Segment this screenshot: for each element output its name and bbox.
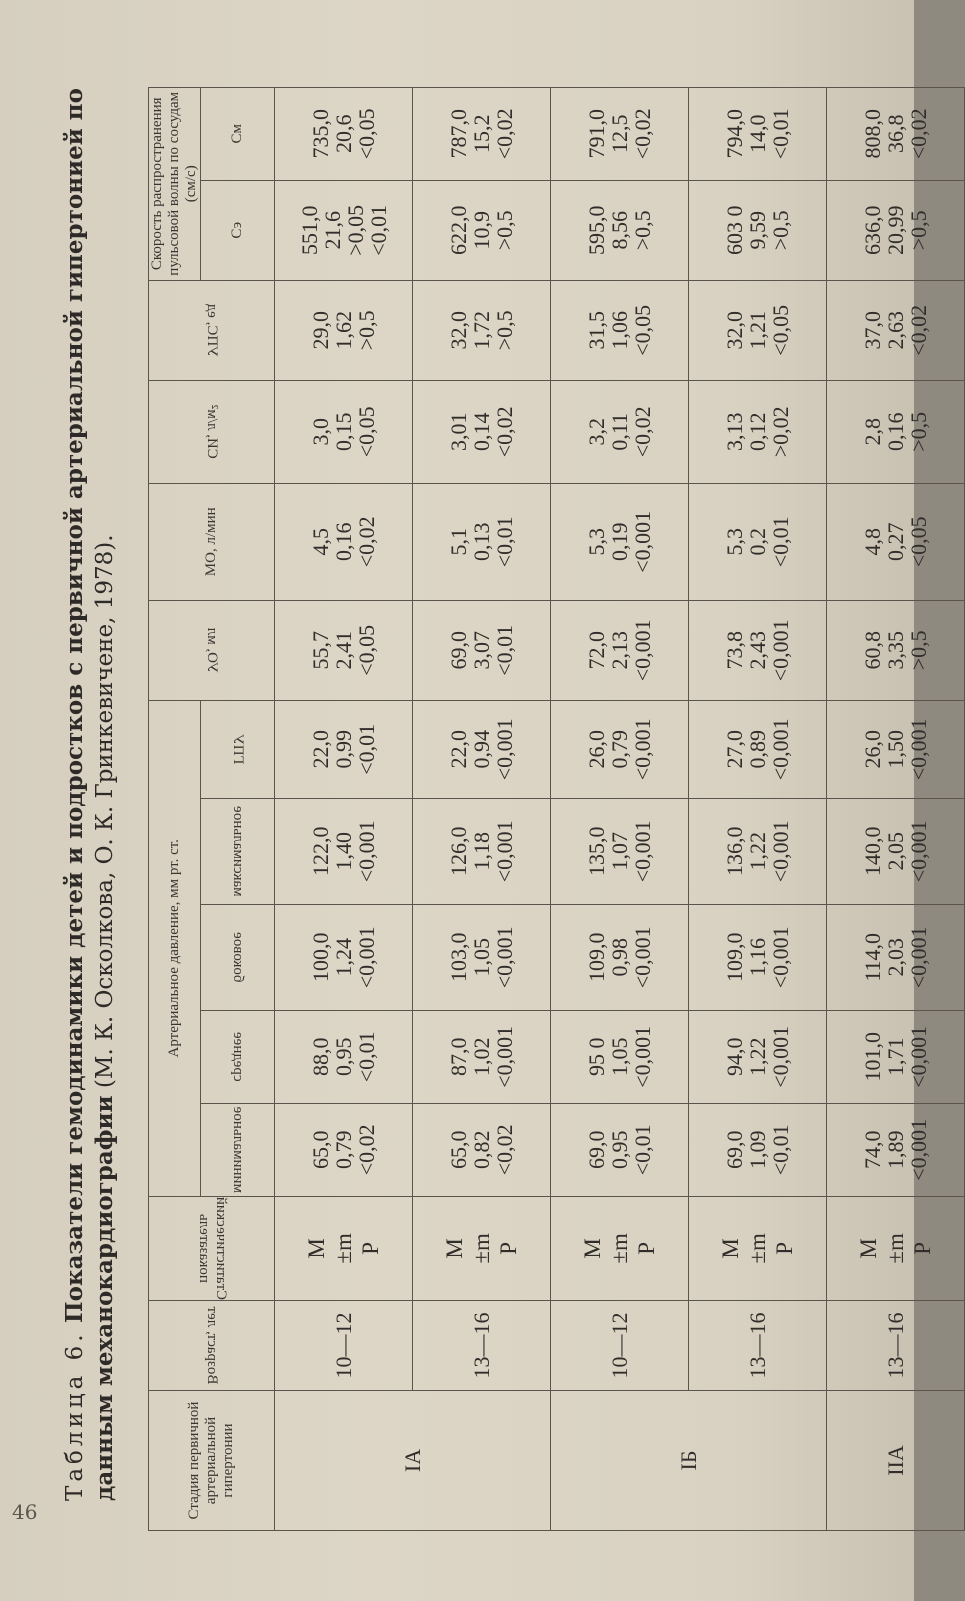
stat-label: ±m [331,1233,356,1264]
cell-stage: IБ [551,1391,827,1531]
value-error: 1,18 [469,832,494,871]
value-mean: 32,0 [722,311,747,350]
cell-value [689,904,827,1010]
value-p: <0,05 [906,516,931,568]
value-p: >0,5 [768,210,793,251]
value-error: 0,79 [331,1130,356,1170]
stat-label: M [856,1238,881,1259]
cell-value [827,600,965,700]
value-error: 1,07 [607,832,632,871]
value-error: 0,99 [331,730,356,769]
value-p: <0,001 [906,926,931,989]
value-p: <0,02 [906,108,931,160]
cell-value [413,280,551,380]
cell-age: 10—12 [275,1301,413,1391]
cell-value [413,798,551,904]
value-error: 1,21 [745,311,770,350]
stat-label: P [772,1242,797,1255]
cell-value [275,87,413,180]
value-mean: 3,0 [308,418,333,446]
cell-value [413,1010,551,1103]
value-p: <0,02 [492,108,517,160]
value-p: <0,001 [492,718,517,781]
value-error: 0,94 [469,730,494,769]
value-error: 0,79 [607,730,632,769]
value-mean: 791,0 [584,109,609,159]
value-error: 1,16 [745,938,770,977]
value-error: 15,2 [469,114,494,154]
value-mean: 27,0 [722,730,747,769]
value-error: 0,16 [883,412,908,452]
cell-value [413,600,551,700]
value-error: 1,62 [331,311,356,350]
stat-label: M [718,1238,743,1259]
cell-value [827,280,965,380]
table-row [689,87,827,1530]
table-row [827,87,965,1530]
value-mean: 74,0 [860,1130,885,1170]
header-age: Возраст, лет [149,1301,275,1391]
value-mean: 69,0 [446,631,471,670]
table-row [551,87,689,1530]
cell-value [689,1010,827,1103]
value-p: <0,01 [492,624,517,676]
table-caption [60,21,120,1501]
stat-label: M [304,1238,329,1259]
value-p: <0,001 [906,820,931,883]
hemodynamics-table [148,87,965,1531]
value-p: <0,001 [768,820,793,883]
value-p: <0,001 [492,926,517,989]
value-p: <0,02 [630,406,655,458]
value-error: 0,27 [883,522,908,562]
value-p: <0,001 [768,619,793,682]
value-mean: 32,0 [446,311,471,350]
value-mean: 69,0 [722,1130,747,1170]
cell-value [551,280,689,380]
value-error: 0,13 [469,522,494,562]
value-mean: 88,0 [308,1037,333,1077]
cell-value [689,180,827,280]
value-error: 0,15 [331,412,356,452]
value-p: <0,02 [354,516,379,568]
cell-stat-labels [413,1196,551,1300]
value-error: 1,22 [745,832,770,871]
stat-label: ±m [469,1233,494,1264]
value-p: <0,01 [630,1124,655,1176]
cell-value [689,380,827,483]
header-ups: УПС, ед [149,280,275,380]
value-error: 1,24 [331,938,356,977]
value-p: <0,01 [354,723,379,775]
caption-title: Показатели гемодинамики детей и подростков с первичной артериальной гипертонией по данным механокардиографии [61,88,118,1501]
cell-value [275,380,413,483]
cell-value [275,483,413,600]
value-error: 10,9 [469,211,494,250]
header-si: СИ, л/м² [149,380,275,483]
value-p: <0,05 [354,108,379,160]
stat-label: ±m [745,1233,770,1264]
value-mean: 636,0 [860,205,885,256]
value-error: 0,14 [469,412,494,452]
value-p: <0,001 [630,718,655,781]
value-error: 1,40 [331,832,356,871]
value-p: >0,5 [492,210,517,251]
cell-value [827,87,965,180]
value-error: 20,99 [883,205,908,256]
header-ce: Сэ [201,180,275,280]
header-max: максимальное [201,798,275,904]
value-mean: 2,8 [860,418,885,446]
rotated-content [0,41,935,1601]
cell-stage: IIA [827,1391,965,1531]
value-error: 1,71 [883,1037,908,1077]
header-mo: МО, л/мин [149,483,275,600]
caption-label: Таблица 6. [62,1330,88,1501]
cell-stage: IA [275,1391,551,1531]
value-p: <0,001 [354,820,379,883]
value-mean: 55,7 [308,631,333,670]
cell-value [689,280,827,380]
value-error: 0,19 [607,522,632,562]
value-p: >0,5 [906,210,931,251]
value-error: 1,05 [607,1037,632,1077]
value-error: 1,09 [745,1130,770,1170]
cell-value [827,1103,965,1196]
cell-value [827,904,965,1010]
value-error: 2,43 [745,631,770,670]
value-error: 2,13 [607,631,632,670]
cell-value [551,600,689,700]
value-error: 21,6 [319,211,345,250]
value-p: <0,05 [768,304,793,356]
value-error: 3,35 [883,631,908,670]
cell-value [551,483,689,600]
stat-label: P [910,1242,935,1255]
value-mean: 60,8 [860,631,885,670]
header-uo: УО, мл [149,600,275,700]
cell-value [275,1010,413,1103]
cell-value [275,600,413,700]
value-p: <0,02 [630,108,655,160]
value-p: <0,01 [354,1031,379,1083]
cell-value [413,1103,551,1196]
value-p: <0,001 [630,510,655,573]
value-mean: 73,8 [722,631,747,670]
value-mean: 808,0 [860,109,885,159]
cell-value [275,180,413,280]
value-mean: 95 0 [584,1037,609,1077]
value-p: <0,02 [906,304,931,356]
value-mean: 595,0 [584,205,609,256]
value-p: >0,5 [630,210,655,251]
value-mean: 109,0 [584,932,609,983]
value-mean: 122,0 [308,826,333,877]
value-p: <0,01 [768,1124,793,1176]
value-error: 0,16 [331,522,356,562]
value-mean: 136,0 [722,826,747,877]
value-p: <0,001 [906,1025,931,1088]
cell-age: 13—16 [689,1301,827,1391]
value-error: 0,95 [331,1037,356,1077]
value-error: 0,12 [745,412,770,452]
value-error: 1,06 [607,311,632,350]
value-p: <0,001 [492,1025,517,1088]
value-error: 1,05 [469,938,494,977]
value-mean: 622,0 [446,205,471,256]
cell-value [413,380,551,483]
value-p: <0,05 [630,304,655,356]
header-pressure-group: Артериальное давление, мм рт. ст. [149,700,201,1196]
value-error: 3,07 [469,631,494,670]
value-p: <0,001 [354,926,379,989]
value-mean: 26,0 [860,730,885,769]
header-mid: среднее [201,1010,275,1103]
value-p: <0,001 [768,926,793,989]
value-error: 36,8 [883,114,908,154]
value-error: 12,5 [607,114,632,154]
value-p: <0,001 [492,820,517,883]
value-mean: 22,0 [446,730,471,769]
value-p: <0,05 [354,406,379,458]
value-mean: 100,0 [308,932,333,983]
value-mean: 109,0 [722,932,747,983]
value-mean: 114,0 [860,932,885,982]
cell-value [551,380,689,483]
value-mean: 31,5 [584,311,609,350]
cell-value [689,700,827,798]
value-mean: 29,0 [308,311,333,350]
cell-value [827,798,965,904]
value-error: 0,11 [607,412,632,451]
cell-value [551,87,689,180]
cell-value [275,798,413,904]
value-p: >0,5 [354,310,379,351]
value-mean: 794,0 [722,109,747,159]
value-p: <0,001 [630,926,655,989]
value-mean: 603 0 [722,205,747,256]
header-speed-group: Скорость распространения пульсовой волны по сосудам (см/с) [149,87,201,280]
cell-value [275,700,413,798]
value-mean: 4,8 [860,528,885,556]
value-p: <0,02 [492,1124,517,1176]
value-error: 9,59 [745,211,770,250]
value-p: <0,001 [906,1118,931,1181]
cell-value [275,1103,413,1196]
cell-age: 13—16 [827,1301,965,1391]
value-error: 1,50 [883,730,908,769]
value-mean: 65,0 [446,1130,471,1170]
value-p: >0,5 [906,411,931,452]
cell-value [551,1010,689,1103]
value-mean: 135,0 [584,826,609,877]
header-min: минимальное [201,1103,275,1196]
value-mean: 37,0 [860,311,885,350]
value-error: 1,72 [469,311,494,350]
value-mean: 735,0 [308,109,333,159]
value-p: <0,01 [768,108,793,160]
cell-age: 13—16 [413,1301,551,1391]
stat-label: P [358,1242,383,1255]
value-p: <0,001 [768,1025,793,1088]
value-mean: 5,1 [446,528,471,556]
stat-label: M [580,1238,605,1259]
cell-value [275,904,413,1010]
value-mean: 4,5 [308,528,333,556]
value-p: >0,02 [768,406,793,458]
stat-label: ±m [883,1233,908,1264]
value-mean: 103,0 [446,932,471,983]
value-error: 0,89 [745,730,770,769]
cell-value [689,483,827,600]
value-mean: 26,0 [584,730,609,769]
value-p: >0,5 [492,310,517,351]
cell-value [551,700,689,798]
value-error: 2,03 [883,938,908,977]
value-error: 1,02 [469,1037,494,1077]
header-side: боковое [201,904,275,1010]
header-stage: Стадия первичной артериальной гипертонии [149,1391,275,1531]
cell-value [689,798,827,904]
value-error: 1,22 [745,1037,770,1077]
table-row [275,87,413,1530]
value-mean: 72,0 [584,631,609,670]
caption-source: (М. К. Осколкова, О. К. Гринкевичене, 1978). [92,534,118,1089]
header-cm: Cм [201,87,275,180]
cell-value [689,1103,827,1196]
value-mean: 5,3 [584,528,609,556]
cell-value [827,1010,965,1103]
value-p: >0,05 <0,01 [342,204,391,256]
value-error: 0,2 [745,528,770,556]
value-p: <0,01 [492,516,517,568]
stat-label: M [442,1238,467,1259]
stat-label: P [496,1242,521,1255]
cell-stat-labels [275,1196,413,1300]
cell-value [413,87,551,180]
table-row [413,87,551,1530]
stat-label: ±m [607,1233,632,1264]
cell-stat-labels [827,1196,965,1300]
cell-value [551,798,689,904]
value-p: <0,05 [354,624,379,676]
value-error: 20,6 [331,114,356,154]
cell-value [827,483,965,600]
value-p: >0,5 [906,630,931,671]
value-p: <0,001 [768,718,793,781]
value-p: <0,001 [630,619,655,682]
value-mean: 94,0 [722,1037,747,1077]
value-p: <0,02 [354,1124,379,1176]
value-mean: 101,0 [860,1032,885,1082]
cell-value [413,904,551,1010]
cell-value [551,904,689,1010]
cell-value [827,380,965,483]
cell-value [827,700,965,798]
value-error: 1,89 [883,1130,908,1170]
cell-age: 10—12 [551,1301,689,1391]
cell-stat-labels [689,1196,827,1300]
value-mean: 551,0 [296,205,322,256]
cell-value [689,87,827,180]
value-p: <0,001 [630,820,655,883]
value-error: 14,0 [745,114,770,154]
value-error: 8,56 [607,211,632,250]
cell-value [413,483,551,600]
value-error: 0,98 [607,938,632,977]
value-mean: 126,0 [446,826,471,877]
value-mean: 87,0 [446,1037,471,1077]
value-error: 0,82 [469,1130,494,1170]
value-error: 0,95 [607,1130,632,1170]
value-p: <0,02 [492,406,517,458]
cell-stat-labels [551,1196,689,1300]
page-number: 46 [12,1500,38,1524]
value-mean: 3,01 [446,412,471,452]
header-gpu: ГПУ [201,700,275,798]
cell-value [413,180,551,280]
value-mean: 3,13 [722,412,747,452]
value-mean: 69,0 [584,1130,609,1170]
cell-value [551,180,689,280]
table-body [275,87,965,1530]
value-mean: 22,0 [308,730,333,769]
value-p: <0,01 [768,516,793,568]
value-error: 2,63 [883,311,908,350]
cell-value [551,1103,689,1196]
header-stat: Статистический показатель [149,1196,275,1300]
value-mean: 65,0 [308,1130,333,1170]
cell-value [275,280,413,380]
cell-value [689,600,827,700]
stat-label: P [634,1242,659,1255]
value-error: 2,05 [883,832,908,871]
value-mean: 5,3 [722,528,747,556]
value-mean: 140,0 [860,826,885,877]
value-mean: 3,2 [584,418,609,446]
value-p: <0,001 [630,1025,655,1088]
cell-value [827,180,965,280]
value-p: <0,001 [906,718,931,781]
cell-value [413,700,551,798]
value-error: 2,41 [331,631,356,670]
value-mean: 787,0 [446,109,471,159]
